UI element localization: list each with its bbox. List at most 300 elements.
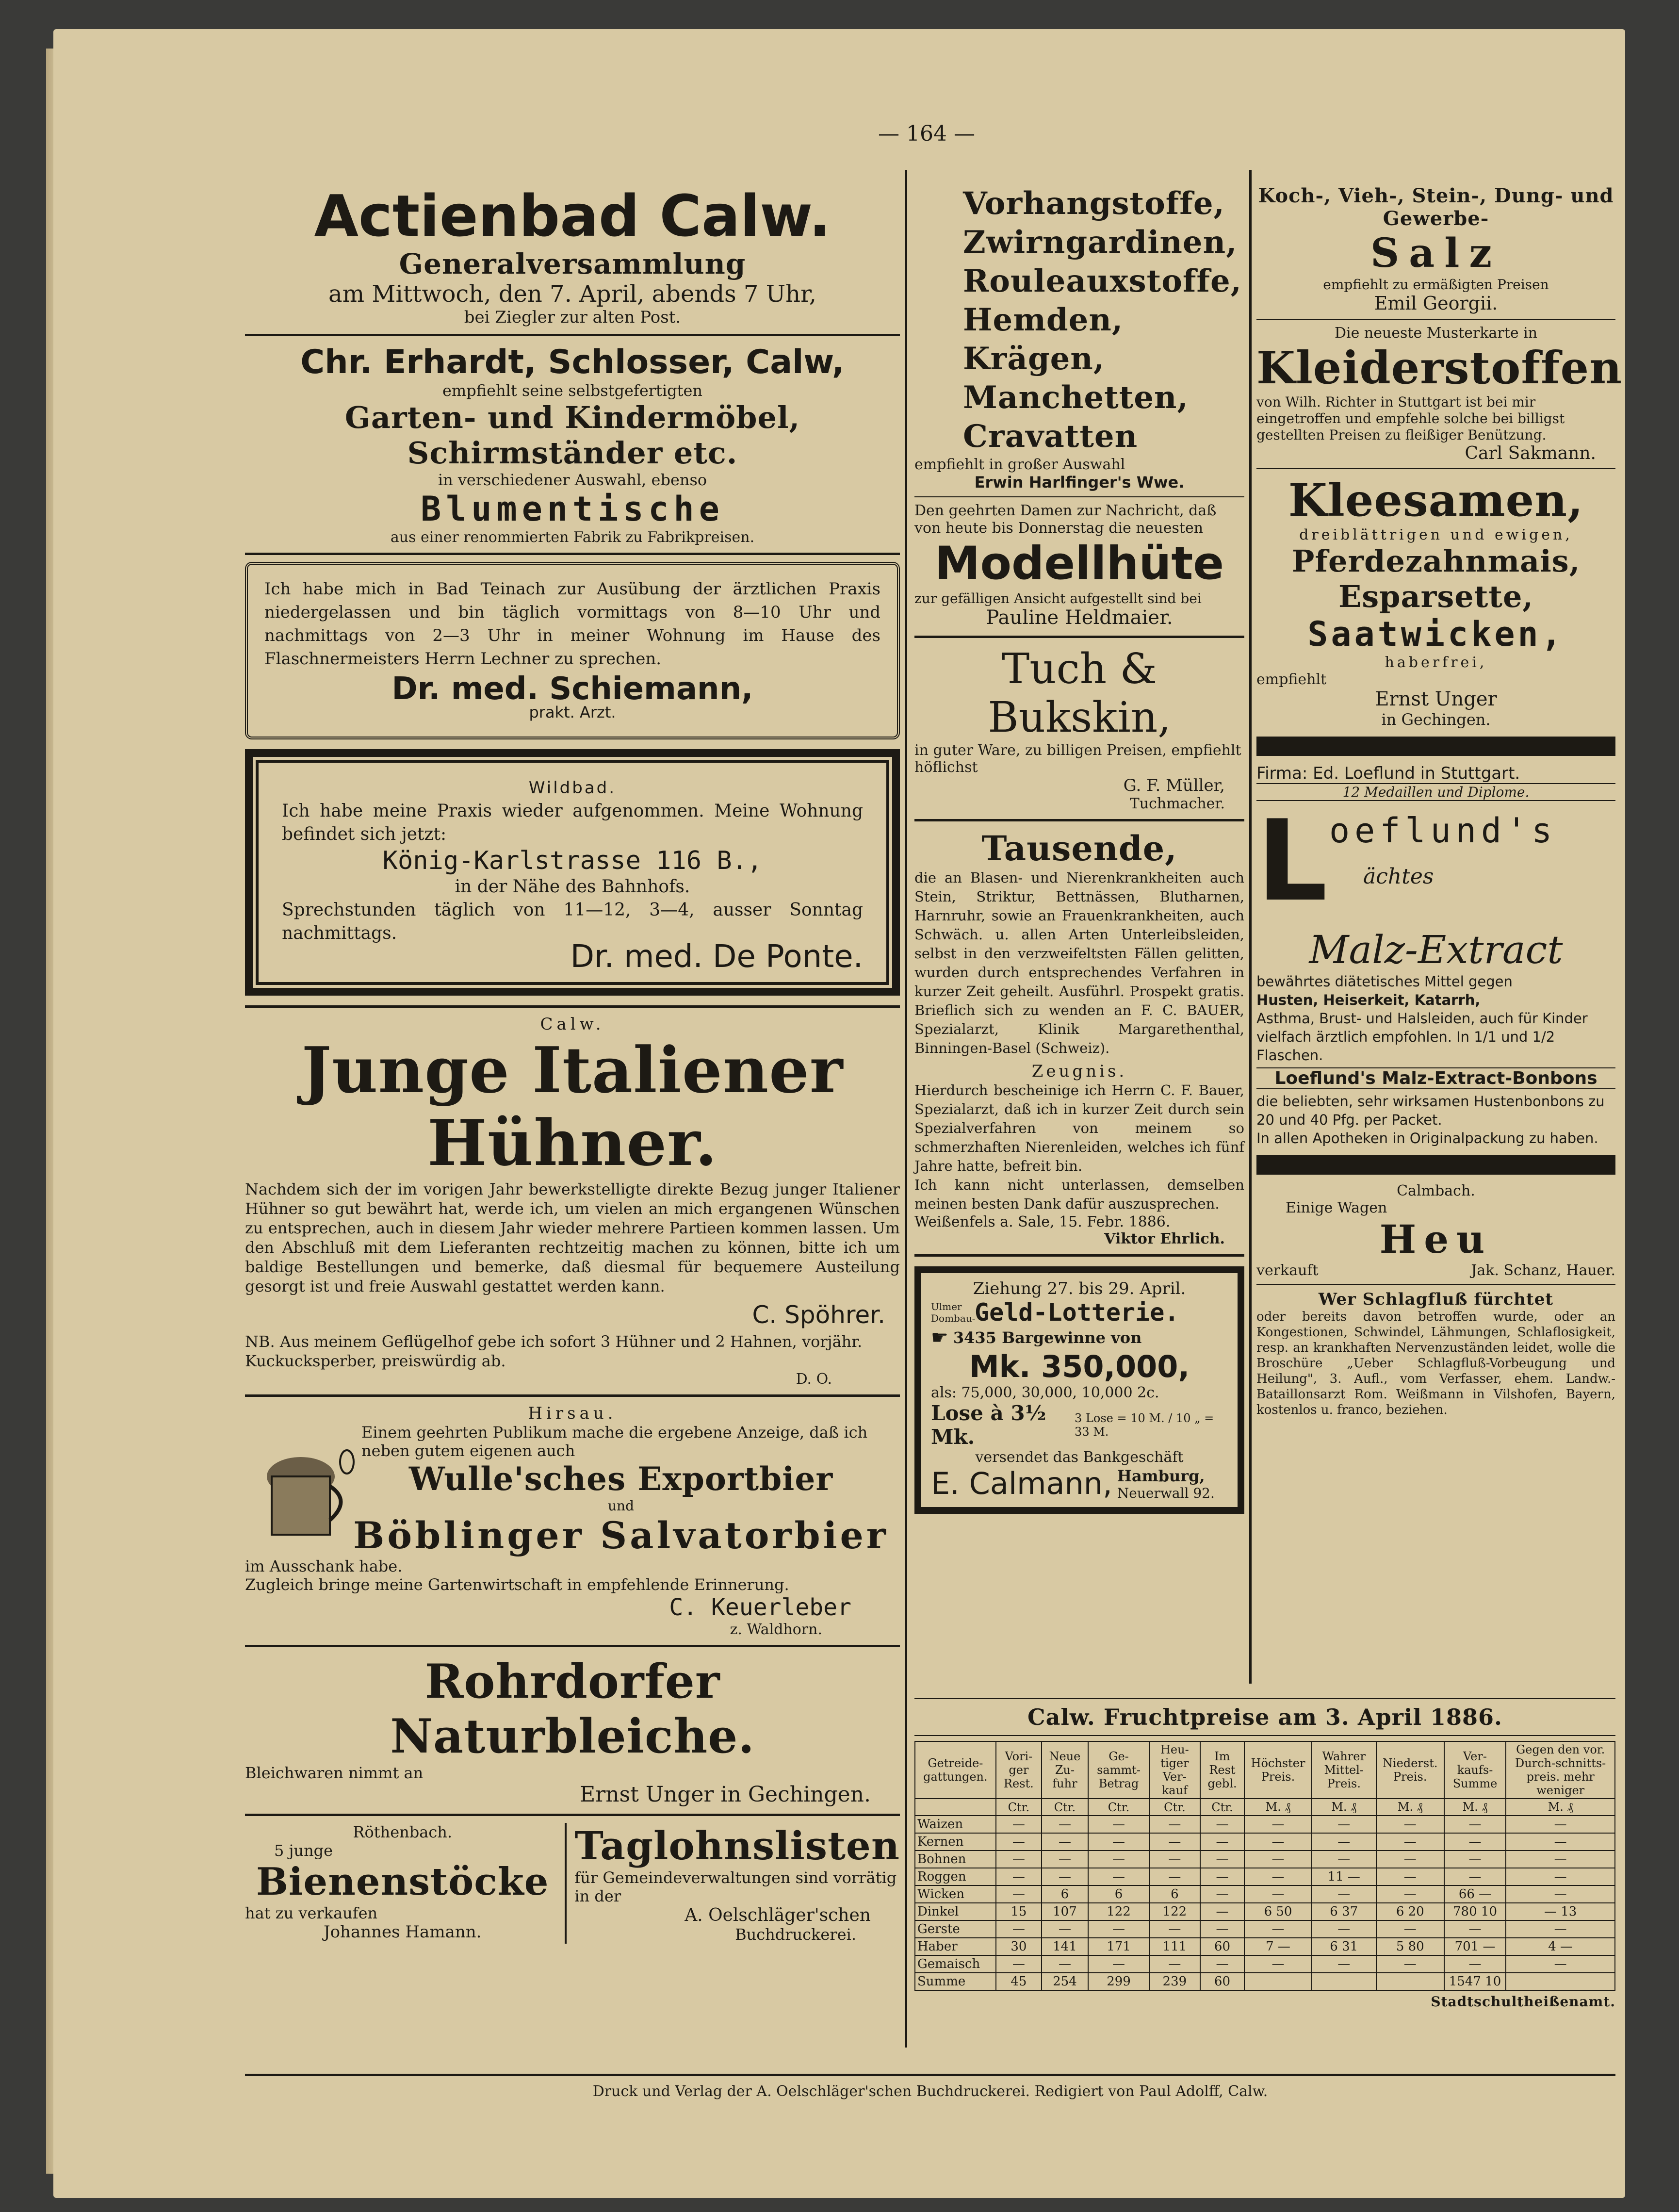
ad-harlfinger: [914, 184, 1244, 492]
table-cell: —: [1042, 1955, 1088, 1973]
black-bar: [1256, 737, 1615, 756]
bienen-signature: Johannes Hamann.: [323, 1922, 482, 1942]
ad-schlagfluss: [1256, 1290, 1615, 1418]
harlfinger-line: empfiehlt in großer Auswahl: [914, 456, 1125, 473]
column-rule-2: [1249, 170, 1252, 1684]
table-cell: —: [1376, 1833, 1444, 1851]
table-cell: —: [1244, 1816, 1311, 1833]
zeugnis-date: Weißenfels a. Sale, 15. Febr. 1886.: [914, 1213, 1171, 1230]
bier-signature: C. Keuerleber: [669, 1594, 851, 1621]
table-cell: —: [1200, 1851, 1245, 1868]
table-cell: — 13: [1506, 1903, 1615, 1920]
table-cell: —: [1149, 1851, 1200, 1868]
schiemann-title: prakt. Arzt.: [529, 703, 616, 721]
fruchtpreise-table: [914, 1741, 1615, 1991]
table-cell: 6: [1088, 1885, 1149, 1903]
table-cell: —: [1149, 1955, 1200, 1973]
table-cell: —: [1149, 1833, 1200, 1851]
table-cell: 1547 10: [1444, 1973, 1506, 1990]
lotterie-line: versendet das Bankgeschäft: [975, 1449, 1184, 1466]
lotterie-sig-row: [931, 1466, 1228, 1501]
table-cell: [1376, 1973, 1444, 1990]
ad-actienbad: [245, 184, 900, 327]
kleider-line: Die neueste Musterkarte in: [1334, 325, 1538, 342]
huehner-nb: NB. Aus meinem Geflügelhof gebe ich sofort 3 Hühner und 2 Hahnen, vorjähr. Kuckucksperber, preiswürdig ab.: [245, 1332, 863, 1370]
table-cell: —: [1506, 1816, 1615, 1833]
harlfinger-item: Vorhangstoffe,: [963, 185, 1225, 222]
table-header-row: [915, 1741, 1615, 1799]
table-cell: 45: [996, 1973, 1042, 1990]
heu-place: Calmbach.: [1397, 1182, 1475, 1199]
table-unit: M. ₰: [1376, 1799, 1444, 1816]
table-row: [915, 1885, 1615, 1903]
heu-title: Heu: [1379, 1216, 1493, 1262]
ad-taglohn: [567, 1823, 900, 1944]
huehner-nb-sig: D. O.: [796, 1371, 832, 1388]
erhardt-blumentische: Blumentische: [421, 489, 724, 529]
column-rule-1: [905, 170, 907, 2048]
loeflund-medals: 12 Medaillen und Diplome.: [1256, 783, 1615, 801]
deponte-line: in der Nähe des Bahnhofs.: [455, 877, 690, 897]
table-cell: 7 —: [1244, 1938, 1311, 1955]
beer-mug-illustration: [255, 1447, 357, 1544]
table-cell: —: [1444, 1833, 1506, 1851]
table-header: Ge-sammt-Betrag: [1088, 1741, 1149, 1799]
harlfinger-item: Rouleauxstoffe,: [963, 263, 1242, 299]
grain-name-cell: Waizen: [915, 1816, 996, 1833]
table-cell: 254: [1042, 1973, 1088, 1990]
divider: [1256, 1284, 1615, 1285]
klee-item: Saatwicken,: [1307, 614, 1565, 654]
grain-name-cell: Bohnen: [915, 1851, 996, 1868]
lotterie-lose-row: [931, 1401, 1228, 1449]
table-header: Getreide-gattungen.: [915, 1741, 996, 1799]
taglohn-line: für Gemeindeverwaltungen sind vorrätig in der: [574, 1868, 897, 1905]
table-cell: 141: [1042, 1938, 1088, 1955]
table-cell: 6 37: [1312, 1903, 1376, 1920]
lotterie-line: als: 75,000, 30,000, 10,000 2c.: [931, 1384, 1159, 1401]
table-cell: —: [1042, 1920, 1088, 1938]
bier-line: Einem geehrten Publikum mache die ergebene Anzeige, daß ich neben gutem eigenen auch: [361, 1423, 868, 1460]
ad-salz: [1256, 184, 1615, 314]
table-cell: —: [1244, 1885, 1311, 1903]
kleider-signature: Carl Sakmann.: [1465, 443, 1596, 463]
fruchtpreise-body: [915, 1816, 1615, 1990]
divider: [914, 496, 1244, 497]
table-cell: —: [1244, 1833, 1311, 1851]
table-cell: —: [1200, 1920, 1245, 1938]
table-cell: 780 10: [1444, 1903, 1506, 1920]
divider: [914, 1698, 1615, 1699]
divider: [245, 1394, 900, 1397]
column-3: [1256, 184, 1622, 1418]
taglohn-title: Taglohnslisten: [574, 1823, 900, 1868]
loeflund-brand: oeflund's: [1329, 811, 1557, 851]
table-header: Niederst. Preis.: [1376, 1741, 1444, 1799]
table-cell: 6: [1042, 1885, 1088, 1903]
tuch-line: in guter Ware, zu billigen Preisen, empfiehlt höflichst: [914, 742, 1241, 776]
table-cell: —: [1312, 1955, 1376, 1973]
table-cell: 6 20: [1376, 1903, 1444, 1920]
rohrdorfer-line: Bleichwaren nimmt an: [245, 1764, 424, 1782]
harlfinger-item: Cravatten: [963, 418, 1138, 455]
heu-row: [1256, 1262, 1615, 1279]
table-cell: —: [1088, 1833, 1149, 1851]
table-unit: Ctr.: [1088, 1799, 1149, 1816]
bier-line: Zugleich bringe meine Gartenwirtschaft in empfehlende Erinnerung.: [245, 1575, 789, 1594]
table-cell: 66 —: [1444, 1885, 1506, 1903]
rohrdorfer-signature: Ernst Unger in Gechingen.: [580, 1782, 871, 1807]
table-cell: —: [1244, 1920, 1311, 1938]
table-cell: —: [1088, 1920, 1149, 1938]
table-cell: —: [1376, 1816, 1444, 1833]
loeflund-malz: Malz-Extract: [1309, 927, 1563, 972]
taglohn-signature: A. Oelschläger'schen: [685, 1905, 871, 1925]
table-header: Gegen den vor. Durch-schnitts-preis. mehr weniger: [1506, 1741, 1615, 1799]
lotterie-lose: Lose à 3½ Mk.: [931, 1401, 1046, 1449]
bottom-row: [245, 1823, 900, 1944]
ad-huehner: [245, 1015, 900, 1388]
ad-bienen: [245, 1823, 567, 1944]
table-cell: —: [1200, 1833, 1245, 1851]
harlfinger-item: Krägen,: [963, 341, 1105, 377]
table-cell: —: [1444, 1920, 1506, 1938]
table-row: [915, 1851, 1615, 1868]
divider: [1256, 319, 1615, 320]
tausende-title: Tausende,: [981, 828, 1177, 868]
ad-klee: [1256, 474, 1615, 729]
klee-item: Pferdezahnmais,: [1291, 543, 1581, 579]
table-cell: —: [1042, 1833, 1088, 1851]
loeflund-text: Husten, Heiserkeit, Katarrh,: [1256, 992, 1481, 1008]
table-cell: —: [1200, 1885, 1245, 1903]
erhardt-line: in verschiedener Auswahl, ebenso: [438, 471, 707, 489]
erhardt-line: empfiehlt seine selbstgefertigten: [442, 381, 703, 400]
klee-line: empfiehlt: [1256, 671, 1327, 688]
harlfinger-item: Zwirngardinen,: [963, 224, 1238, 261]
divider: [914, 819, 1244, 821]
table-unit: M. ₰: [1312, 1799, 1376, 1816]
lotterie-date: Ziehung 27. bis 29. April.: [973, 1279, 1186, 1298]
ad-loeflund: [1256, 764, 1615, 1147]
loeflund-text: In allen Apotheken in Originalpackung zu haben.: [1256, 1130, 1598, 1147]
table-cell: —: [1042, 1851, 1088, 1868]
table-cell: —: [996, 1816, 1042, 1833]
table-row: [915, 1920, 1615, 1938]
table-cell: —: [1244, 1868, 1311, 1885]
table-unit: Ctr.: [996, 1799, 1042, 1816]
klee-line: dreiblättrigen und ewigen,: [1299, 526, 1573, 543]
loeflund-firma: Firma: Ed. Loeflund in Stuttgart.: [1256, 764, 1520, 783]
ad-heu: [1256, 1182, 1615, 1279]
table-cell: —: [1042, 1868, 1088, 1885]
grain-name-cell: Kernen: [915, 1833, 996, 1851]
imprint: Druck und Verlag der A. Oelschläger'schen Buchdruckerei. Redigiert von Paul Adolff, Calw.: [592, 2083, 1268, 2100]
loeflund-text: Asthma, Brust- und Halsleiden, auch für Kinder vielfach ärztlich empfohlen. In 1/1 und 1/2 Flaschen.: [1256, 1010, 1588, 1064]
bier-place: Hirsau.: [528, 1404, 617, 1423]
lotterie-city: Hamburg,: [1117, 1467, 1205, 1485]
divider: [245, 1005, 900, 1008]
lotterie-amount: Mk. 350,000,: [969, 1349, 1190, 1384]
table-cell: —: [996, 1885, 1042, 1903]
table-cell: 122: [1088, 1903, 1149, 1920]
table-row: [915, 1955, 1615, 1973]
rohrdorfer-title: Rohrdorfer Naturbleiche.: [390, 1654, 755, 1764]
black-bar: [1256, 1155, 1615, 1175]
table-cell: 122: [1149, 1903, 1200, 1920]
ad-tausende: [914, 828, 1244, 1247]
harlfinger-item: Manchetten,: [963, 379, 1189, 416]
table-cell: —: [1376, 1868, 1444, 1885]
table-header: Wahrer Mittel-Preis.: [1312, 1741, 1376, 1799]
tuch-signature2: Tuchmacher.: [1129, 795, 1225, 812]
table-cell: 60: [1200, 1973, 1245, 1990]
bier-signature2: z. Waldhorn.: [730, 1621, 822, 1638]
fruchtpreise-section: [914, 1693, 1615, 2010]
table-cell: —: [1312, 1851, 1376, 1868]
grain-name-cell: Summe: [915, 1973, 996, 1990]
table-cell: —: [1312, 1920, 1376, 1938]
divider: [914, 1735, 1615, 1736]
grain-name-cell: Roggen: [915, 1868, 996, 1885]
divider: [914, 1254, 1244, 1257]
salz-big: Salz: [1370, 230, 1502, 277]
lotterie-row: [931, 1327, 1228, 1349]
grain-name-cell: Haber: [915, 1938, 996, 1955]
column-2: [914, 184, 1244, 1514]
grain-name-cell: Wicken: [915, 1885, 996, 1903]
heu-line: Einige Wagen: [1286, 1199, 1387, 1216]
actienbad-date: am Mittwoch, den 7. April, abends 7 Uhr,: [328, 280, 817, 308]
kleider-title: Kleiderstoffen: [1256, 342, 1622, 394]
table-cell: —: [1506, 1851, 1615, 1868]
erhardt-line: aus einer renommierten Fabrik zu Fabrikpreisen.: [390, 529, 755, 546]
loeflund-logo: [1256, 797, 1615, 927]
ad-modellhuete: [914, 502, 1244, 629]
table-cell: —: [1312, 1833, 1376, 1851]
divider: [1256, 468, 1615, 469]
lotterie-title: Geld-Lotterie.: [975, 1298, 1179, 1327]
loeflund-text: bewährtes diätetisches Mittel gegen: [1256, 973, 1513, 990]
table-row: [915, 1973, 1615, 1990]
table-cell: —: [1376, 1885, 1444, 1903]
zeugnis-text: Hierdurch bescheinige ich Herrn C. F. Bauer, Spezialarzt, daß ich in kurzer Zeit durch sein Spezialverfahren von meinem so schmerzhaften Nierenleiden, welches ich fünf Jahre hatte, befreit bin.: [914, 1082, 1244, 1174]
table-cell: 60: [1200, 1938, 1245, 1955]
fruchtpreise-title: Calw. Fruchtpreise am 3. April 1886.: [1027, 1704, 1503, 1730]
divider: [914, 636, 1244, 638]
table-row: [915, 1903, 1615, 1920]
table-header: Vori-ger Rest.: [996, 1741, 1042, 1799]
table-cell: —: [996, 1868, 1042, 1885]
zeugnis-title: Zeugnis.: [1031, 1062, 1127, 1081]
table-row: [915, 1833, 1615, 1851]
table-cell: 701 —: [1444, 1938, 1506, 1955]
deponte-line: Ich habe meine Praxis wieder aufgenommen. Meine Wohnung befindet sich jetzt:: [282, 801, 863, 844]
bier-wulle: Wulle'sches Exportbier: [408, 1460, 833, 1498]
table-unit: Ctr.: [1200, 1799, 1245, 1816]
bienen-line: hat zu verkaufen: [245, 1904, 378, 1922]
table-cell: —: [1149, 1868, 1200, 1885]
table-unit: M. ₰: [1506, 1799, 1615, 1816]
table-cell: —: [1200, 1868, 1245, 1885]
table-cell: 239: [1149, 1973, 1200, 1990]
table-row: [915, 1816, 1615, 1833]
salz-title: Koch-, Vieh-, Stein-, Dung- und Gewerbe-: [1258, 184, 1614, 230]
actienbad-sub: Generalversammlung: [399, 247, 746, 280]
table-unit: M. ₰: [1444, 1799, 1506, 1816]
table-cell: 5 80: [1376, 1938, 1444, 1955]
table-cell: 11 —: [1312, 1868, 1376, 1885]
table-header: Höchster Preis.: [1244, 1741, 1311, 1799]
kleider-text: von Wilh. Richter in Stuttgart ist bei mir eingetroffen und empfehle solche bei billigst gestellten Preisen zu fleißiger Benützung.: [1256, 394, 1565, 443]
bier-line: im Ausschank habe.: [245, 1557, 403, 1575]
divider: [245, 1814, 900, 1816]
grain-name-cell: Dinkel: [915, 1903, 996, 1920]
lotterie-small: Ulmer Dombau-: [931, 1301, 976, 1324]
column-1: [245, 184, 900, 1944]
table-cell: [1244, 1973, 1311, 1990]
table-cell: 171: [1088, 1938, 1149, 1955]
schiemann-text: Ich habe mich in Bad Teinach zur Ausübung der ärztlichen Praxis niedergelassen und bin täglich vormittags von 8—10 Uhr und nachmittags von 2—3 Uhr in meiner Wohnung im Hause des Flaschnermeisters Herrn Lechner zu sprechen.: [264, 579, 880, 669]
salz-line: empfiehlt zu ermäßigten Preisen: [1323, 277, 1549, 293]
ad-de-ponte: [245, 749, 900, 996]
table-header: Neue Zu-fuhr: [1042, 1741, 1088, 1799]
ad-lotterie: [914, 1266, 1244, 1514]
table-cell: —: [1200, 1903, 1245, 1920]
newspaper-page: [53, 29, 1625, 2198]
table-cell: 4 —: [1506, 1938, 1615, 1955]
table-cell: 111: [1149, 1938, 1200, 1955]
klee-line: haberfrei,: [1385, 654, 1487, 671]
table-cell: —: [1042, 1816, 1088, 1833]
lotterie-street: Neuerwall 92.: [1117, 1485, 1215, 1501]
loeflund-text: die beliebten, sehr wirksamen Hustenbonbons zu 20 und 40 Pfg. per Packet.: [1256, 1093, 1605, 1128]
ad-erhardt: [245, 343, 900, 546]
table-cell: —: [996, 1920, 1042, 1938]
table-cell: —: [1444, 1868, 1506, 1885]
lotterie-lose-detail: 3 Lose = 10 M. / 10 „ = 33 M.: [1075, 1411, 1214, 1439]
actienbad-title: Actienbad Calw.: [314, 182, 831, 249]
table-cell: —: [1376, 1920, 1444, 1938]
huehner-text: Nachdem sich der im vorigen Jahr bewerkstelligte direkte Bezug junger Italiener Hühner so gut bewährt hat, werde ich, um vielen an mich ergangenen Wünschen zu entsprechen, auch in diesem Jahr wieder mehrere Partieen kommen lassen. Um den Abschluß mit dem Lieferanten rechtzeitig machen zu können, bitte ich um baldige Bestellungen und bemerke, daß diesmal für bequemere Austeilung gesorgt ist und freie Auswahl gestattet werden kann.: [245, 1180, 900, 1295]
table-cell: 15: [996, 1903, 1042, 1920]
zeugnis-text: Ich kann nicht unterlassen, demselben meinen besten Dank dafür auszusprechen.: [914, 1177, 1244, 1212]
table-cell: —: [1506, 1955, 1615, 1973]
bier-boeblinger: Böblinger Salvatorbier: [353, 1514, 889, 1557]
tuch-title: Tuch & Bukskin,: [988, 645, 1171, 742]
grain-name-cell: Gemaisch: [915, 1955, 996, 1973]
zeugnis-signature: Viktor Ehrlich.: [1104, 1230, 1225, 1247]
table-cell: —: [1506, 1833, 1615, 1851]
table-row: [915, 1868, 1615, 1885]
deponte-name: Dr. med. De Ponte.: [570, 939, 863, 975]
table-cell: —: [1088, 1816, 1149, 1833]
divider: [245, 334, 900, 336]
table-cell: —: [1244, 1851, 1311, 1868]
bienen-title: Bienenstöcke: [256, 1860, 549, 1904]
table-cell: —: [1088, 1955, 1149, 1973]
table-unit: [915, 1799, 996, 1816]
table-cell: —: [1506, 1920, 1615, 1938]
modell-title: Modellhüte: [934, 537, 1224, 590]
tausende-text: die an Blasen- und Nierenkrankheiten auch Stein, Striktur, Bettnässen, Blutharnen, Harnruhr, sowie an Frauenkrankheiten, auch Schwäch. u. allen Arten Unterleibsleiden, selbst in den verzweifeltsten Fällen gelitten, wurden durch entsprechendes Verfahren in kurzer Zeit geheilt. Ausführl. Prospekt gratis. Brieflich sich zu wenden an F. C. BAUER, Spezialarzt, Klinik Margarethenthal, Binningen-Basel (Schweiz).: [914, 869, 1244, 1056]
heu-signature: Jak. Schanz, Hauer.: [1471, 1262, 1615, 1279]
deponte-line: Sprechstunden täglich von 11—12, 3—4, ausser Sonntag nachmittags.: [282, 900, 863, 943]
lotterie-title-row: [931, 1298, 1228, 1327]
table-cell: —: [1444, 1955, 1506, 1973]
bienen-place: Röthenbach.: [353, 1823, 453, 1841]
page-number: — 164 —: [878, 121, 975, 146]
table-row: [915, 1938, 1615, 1955]
erhardt-title: Chr. Erhardt, Schlosser, Calw,: [300, 343, 845, 381]
table-cell: —: [996, 1851, 1042, 1868]
table-cell: —: [1506, 1868, 1615, 1885]
table-cell: —: [1200, 1816, 1245, 1833]
table-cell: [1312, 1973, 1376, 1990]
loeflund-aechtes: ächtes: [1363, 864, 1434, 889]
deponte-head: Wildbad.: [528, 778, 617, 798]
table-unit-row: [915, 1799, 1615, 1816]
table-cell: —: [1376, 1851, 1444, 1868]
table-cell: 30: [996, 1938, 1042, 1955]
table-cell: 299: [1088, 1973, 1149, 1990]
klee-title: Kleesamen,: [1288, 474, 1584, 526]
table-cell: —: [1149, 1816, 1200, 1833]
footer: [245, 2067, 1615, 2100]
table-cell: —: [1088, 1851, 1149, 1868]
table-header: Im Rest gebl.: [1200, 1741, 1245, 1799]
table-cell: —: [1444, 1816, 1506, 1833]
table-cell: 6 50: [1244, 1903, 1311, 1920]
huehner-title: Junge Italiener Hühner.: [301, 1033, 844, 1180]
table-cell: 6: [1149, 1885, 1200, 1903]
pointing-hand-icon: ☛: [931, 1327, 948, 1349]
table-cell: —: [1200, 1955, 1245, 1973]
ad-bier: [245, 1404, 900, 1638]
loeflund-initial: L: [1256, 797, 1328, 926]
table-cell: —: [1244, 1955, 1311, 1973]
divider: [245, 1645, 900, 1647]
actienbad-place: bei Ziegler zur alten Post.: [464, 308, 681, 327]
huehner-signature: C. Spöhrer.: [752, 1301, 885, 1329]
schlag-text: oder bereits davon betroffen wurde, oder an Kongestionen, Schwindel, Lähmungen, Schlaflosigkeit, resp. an krankhaften Nervenzuständen leidet, wolle die Broschüre „Ueber Schlagfluß-Vorbeugung und Heilung", 3. Aufl., vom Verfasser, ehem. Landw.-Bataillonsarzt Rom. Weißmann in Vilshofen, Bayern, kostenlos u. franco, beziehen.: [1256, 1310, 1615, 1417]
table-cell: —: [996, 1833, 1042, 1851]
table-cell: —: [1506, 1885, 1615, 1903]
grain-name-cell: Gerste: [915, 1920, 996, 1938]
table-header: Ver-kaufs-Summe: [1444, 1741, 1506, 1799]
deponte-address: König-Karlstrasse 116 B.,: [382, 846, 763, 875]
bienen-line: 5 junge: [274, 1841, 333, 1860]
schiemann-name: Dr. med. Schiemann,: [391, 671, 753, 707]
table-header: Heu-tiger Ver-kauf: [1149, 1741, 1200, 1799]
table-cell: [1506, 1973, 1615, 1990]
bier-und: und: [608, 1498, 634, 1514]
ad-schiemann: [245, 562, 900, 739]
table-cell: —: [1444, 1851, 1506, 1868]
divider: [245, 553, 900, 555]
schlag-title: Wer Schlagfluß fürchtet: [1318, 1290, 1554, 1309]
taglohn-signature2: Buchdruckerei.: [735, 1925, 856, 1944]
table-unit: Ctr.: [1149, 1799, 1200, 1816]
klee-item: Esparsette,: [1338, 579, 1533, 614]
modell-signature: Pauline Heldmaier.: [986, 606, 1173, 629]
table-cell: —: [1312, 1885, 1376, 1903]
table-cell: —: [1088, 1868, 1149, 1885]
divider: [245, 2074, 1615, 2076]
modell-line: Den geehrten Damen zur Nachricht, daß von heute bis Donnerstag die neuesten: [914, 502, 1217, 537]
ad-tuch: [914, 645, 1244, 812]
harlfinger-signature: Erwin Harlfinger's Wwe.: [974, 473, 1185, 492]
